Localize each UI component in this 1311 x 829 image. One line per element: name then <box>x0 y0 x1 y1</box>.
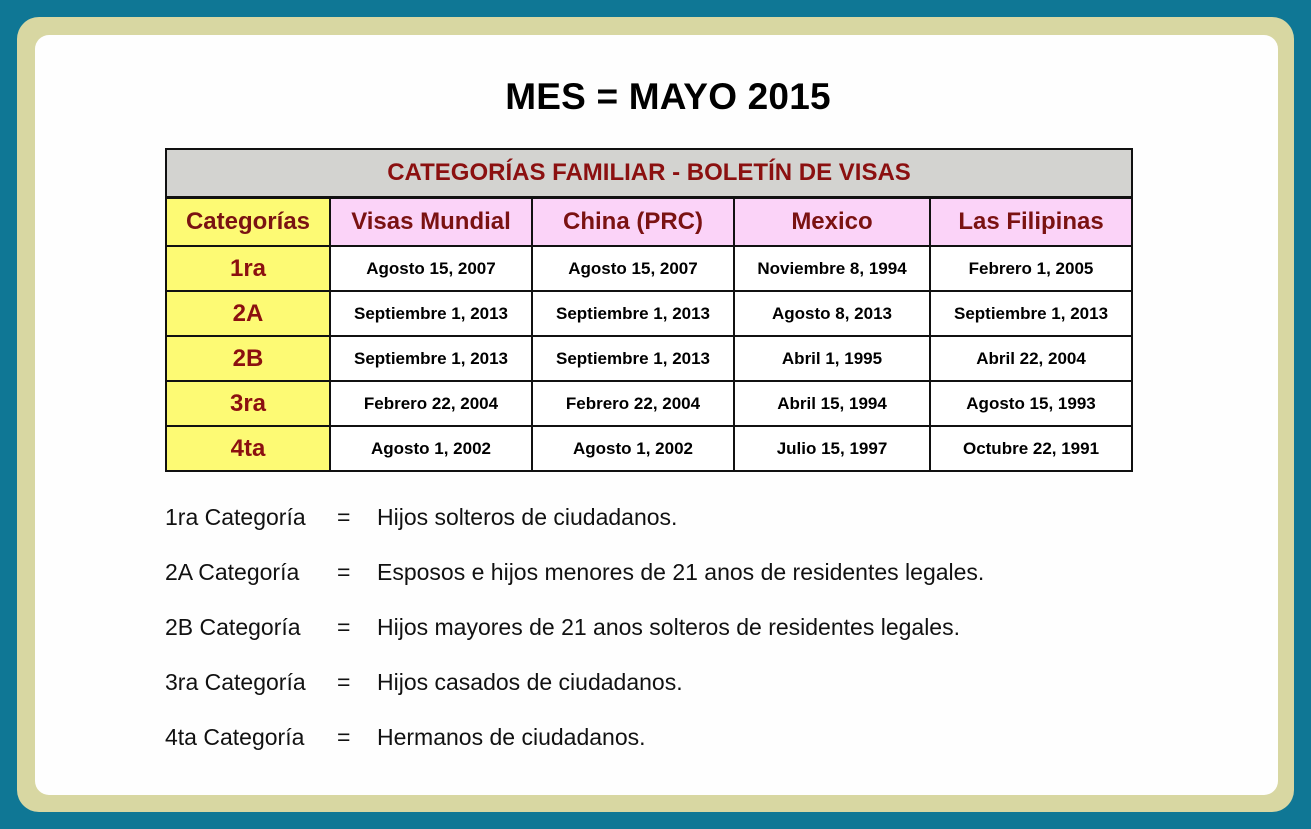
row-cell: Septiembre 1, 2013 <box>330 291 532 336</box>
row-cell: Agosto 1, 2002 <box>532 426 734 471</box>
legend-term: 1ra Categoría <box>165 504 306 530</box>
row-cell: Septiembre 1, 2013 <box>930 291 1132 336</box>
row-cell: Febrero 22, 2004 <box>330 381 532 426</box>
row-category: 4ta <box>166 426 330 471</box>
table-header-row <box>166 198 1132 247</box>
row-cell: Agosto 15, 2007 <box>330 246 532 291</box>
row-cell: Agosto 15, 1993 <box>930 381 1132 426</box>
row-cell: Abril 15, 1994 <box>734 381 930 426</box>
visa-bulletin-table <box>165 148 1133 472</box>
legend-equals: = <box>337 559 351 585</box>
row-cell: Abril 22, 2004 <box>930 336 1132 381</box>
legend-definition: Hermanos de ciudadanos. <box>377 724 646 750</box>
header-filipinas: Las Filipinas <box>930 198 1132 247</box>
legend-definition: Hijos mayores de 21 anos solteros de residentes legales. <box>377 614 960 640</box>
row-cell: Agosto 8, 2013 <box>734 291 930 336</box>
legend-term: 2A Categoría <box>165 559 300 585</box>
legend-equals: = <box>337 669 351 695</box>
row-cell: Febrero 1, 2005 <box>930 246 1132 291</box>
row-cell: Noviembre 8, 1994 <box>734 246 930 291</box>
legend-term: 3ra Categoría <box>165 669 306 695</box>
table-row <box>166 246 1132 291</box>
row-category: 3ra <box>166 381 330 426</box>
row-cell: Febrero 22, 2004 <box>532 381 734 426</box>
header-categorias: Categorías <box>166 198 330 247</box>
table-banner-row <box>166 149 1132 198</box>
table-row <box>166 426 1132 471</box>
row-cell: Octubre 22, 1991 <box>930 426 1132 471</box>
row-category: 1ra <box>166 246 330 291</box>
row-category: 2B <box>166 336 330 381</box>
legend-equals: = <box>337 724 351 750</box>
legend-equals: = <box>337 614 351 640</box>
row-cell: Julio 15, 1997 <box>734 426 930 471</box>
table-row <box>166 291 1132 336</box>
page-title: MES = MAYO 2015 <box>505 76 831 117</box>
legend-equals: = <box>337 504 351 530</box>
row-cell: Septiembre 1, 2013 <box>532 291 734 336</box>
legend-definition: Hijos solteros de ciudadanos. <box>377 504 678 530</box>
legend-definition: Esposos e hijos menores de 21 anos de residentes legales. <box>377 559 985 585</box>
legend-term: 2B Categoría <box>165 614 301 640</box>
legend-definition: Hijos casados de ciudadanos. <box>377 669 683 695</box>
row-cell: Agosto 1, 2002 <box>330 426 532 471</box>
table-row <box>166 336 1132 381</box>
table-row <box>166 381 1132 426</box>
row-cell: Agosto 15, 2007 <box>532 246 734 291</box>
row-cell: Abril 1, 1995 <box>734 336 930 381</box>
table-banner: CATEGORÍAS FAMILIAR - BOLETÍN DE VISAS <box>166 149 1132 198</box>
row-category: 2A <box>166 291 330 336</box>
legend-term: 4ta Categoría <box>165 724 305 750</box>
row-cell: Septiembre 1, 2013 <box>532 336 734 381</box>
header-china: China (PRC) <box>532 198 734 247</box>
row-cell: Septiembre 1, 2013 <box>330 336 532 381</box>
header-mexico: Mexico <box>734 198 930 247</box>
header-visas-mundial: Visas Mundial <box>330 198 532 247</box>
